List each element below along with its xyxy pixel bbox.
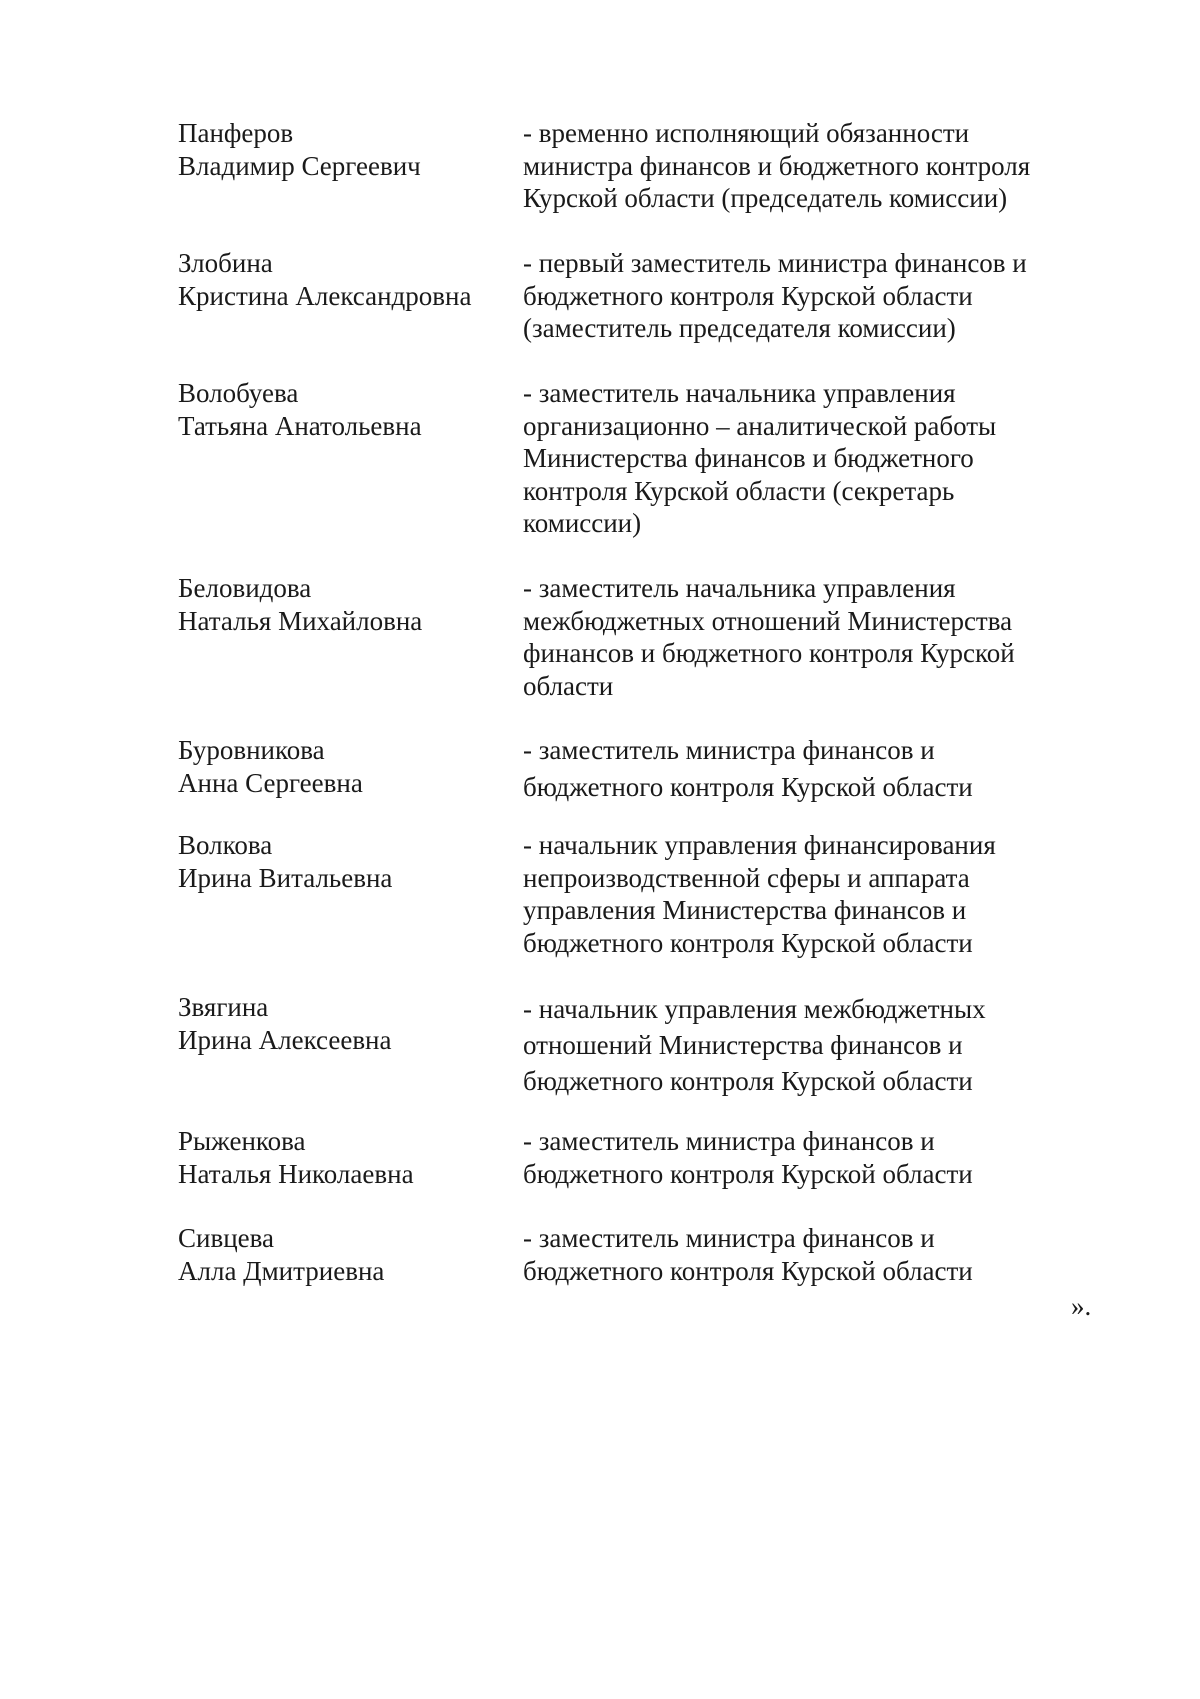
role-line: бюджетного контроля Курской области (523, 771, 973, 802)
role-line: - заместитель министра финансов и (523, 735, 935, 765)
member-role (523, 572, 1083, 702)
role-line: - заместитель министра финансов и (523, 1223, 935, 1253)
member-given-names: Алла Дмитриевна (178, 1255, 385, 1286)
member-role (523, 247, 1083, 345)
member-given-names: Кристина Александровна (178, 280, 472, 311)
member-role (523, 117, 1083, 215)
member-name (178, 1222, 518, 1287)
role-line: комиссии) (523, 508, 642, 538)
role-line: министра финансов и бюджетного контроля (523, 150, 1031, 181)
role-line: (заместитель председателя комиссии) (523, 313, 956, 343)
member-name (178, 829, 518, 894)
role-line: - первый заместитель министра финансов и (523, 248, 1027, 278)
member-given-names: Ирина Витальевна (178, 862, 393, 893)
member-given-names: Наталья Михайловна (178, 605, 423, 636)
member-surname: Злобина (178, 248, 273, 278)
member-given-names: Владимир Сергеевич (178, 150, 421, 181)
member-role (523, 991, 1083, 1099)
member-surname: Панферов (178, 118, 294, 148)
member-name (178, 572, 518, 637)
member-surname: Буровникова (178, 735, 325, 765)
member-role (523, 1222, 1083, 1287)
role-line: бюджетного контроля Курской области (523, 1066, 973, 1096)
member-surname: Волобуева (178, 378, 299, 408)
role-line: межбюджетных отношений Министерства (523, 605, 1013, 636)
member-name (178, 991, 518, 1056)
role-line: финансов и бюджетного контроля Курской (523, 638, 1015, 668)
role-line: Курской области (председатель комиссии) (523, 183, 1008, 213)
member-name (178, 247, 518, 312)
member-given-names: Татьяна Анатольевна (178, 410, 422, 441)
role-line: бюджетного контроля Курской области (523, 280, 973, 311)
role-line: бюджетного контроля Курской области (523, 927, 973, 958)
role-line: - заместитель министра финансов и (523, 1126, 935, 1156)
role-line: - начальник управления межбюджетных (523, 994, 986, 1024)
member-surname: Волкова (178, 830, 273, 860)
role-line: - заместитель начальника управления (523, 378, 956, 408)
role-line: Министерства финансов и бюджетного (523, 443, 974, 473)
member-surname: Сивцева (178, 1223, 275, 1253)
member-given-names: Ирина Алексеевна (178, 1024, 392, 1055)
member-given-names: Анна Сергеевна (178, 767, 363, 798)
role-line: бюджетного контроля Курской области (523, 1255, 973, 1286)
member-name (178, 1125, 518, 1190)
role-line: управления Министерства финансов и (523, 895, 967, 925)
role-line: - начальник управления финансирования (523, 830, 996, 860)
member-role (523, 1125, 1083, 1190)
member-name (178, 117, 518, 182)
member-name (178, 734, 518, 799)
member-surname: Рыженкова (178, 1126, 306, 1156)
member-given-names: Наталья Николаевна (178, 1158, 414, 1189)
role-line: организационно – аналитической работы (523, 410, 997, 441)
member-name (178, 377, 518, 442)
role-line: бюджетного контроля Курской области (523, 1158, 973, 1189)
role-line: - заместитель начальника управления (523, 573, 956, 603)
role-line: контроля Курской области (секретарь (523, 475, 955, 506)
role-line: области (523, 670, 614, 701)
role-line: отношений Министерства финансов и (523, 1030, 963, 1060)
closing-quote-mark: ». (1071, 1291, 1092, 1321)
role-line: непроизводственной сферы и аппарата (523, 862, 970, 893)
member-role (523, 377, 1083, 540)
member-surname: Звягина (178, 992, 269, 1022)
role-line: - временно исполняющий обязанности (523, 118, 970, 148)
member-role (523, 829, 1083, 959)
member-role (523, 734, 1083, 803)
member-surname: Беловидова (178, 573, 312, 603)
